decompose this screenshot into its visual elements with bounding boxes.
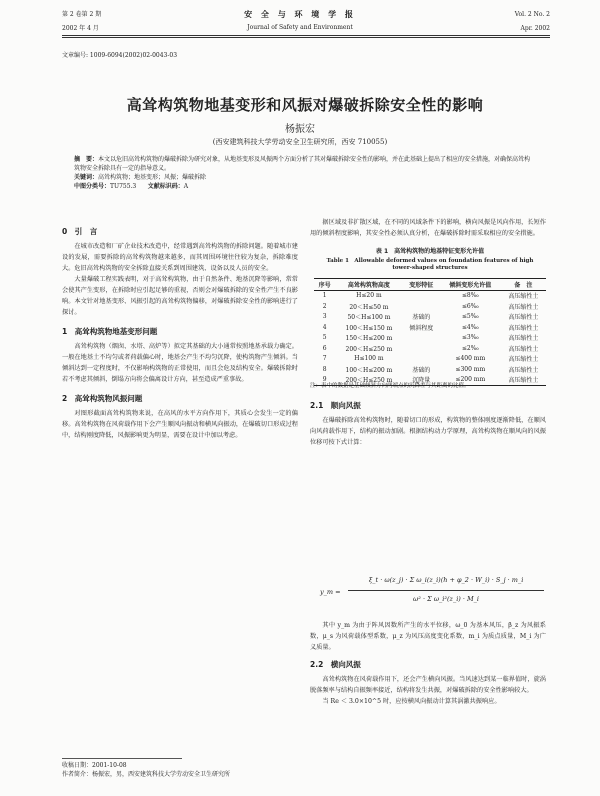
- header-date-en: Apr. 2002: [520, 25, 550, 32]
- table-title: 表 1 高耸构筑物的地基特征变形允许值: [375, 248, 485, 255]
- table-cell: H≤100 m: [354, 355, 384, 363]
- table-cell: ≤4‰: [461, 323, 479, 331]
- table-cell: [403, 354, 440, 365]
- table-header-cell: 倾斜变形允许值: [440, 279, 501, 291]
- table-cell: 2: [322, 302, 327, 310]
- received-date: 收稿日期：2001-10-08: [62, 762, 127, 769]
- table-cell: [403, 343, 440, 354]
- table-cell: 沉降量: [403, 375, 440, 386]
- header-date: 2002 年 4 月: [62, 25, 99, 32]
- author-affiliation: (西安建筑科技大学劳动安全卫生研究所，西安 710055): [212, 138, 388, 146]
- abstract-text: [74, 155, 536, 173]
- table-cell: 高压缩性土: [501, 375, 546, 386]
- equation-denominator: ω² · Σ ω_i²(z_i) · M_i: [412, 595, 479, 603]
- section-0-title: 0 引 言: [62, 227, 98, 236]
- table-cell: 高压缩性土: [508, 335, 539, 343]
- equation-numerator: ξ_t · ω(z_j) · Σ ω_i(z_i)(h + φ_2 · W_i) · S_j · m_i: [368, 576, 524, 584]
- deformation-table: [314, 278, 546, 386]
- table-cell: 7: [322, 355, 327, 363]
- classification-line: [74, 182, 536, 191]
- left-column: [62, 226, 298, 441]
- table-cell: 高压缩性土: [508, 324, 539, 332]
- table-cell: 高压缩性土: [508, 366, 539, 374]
- table-header-cell: 高耸构筑物高度: [335, 279, 402, 291]
- table-cell: 高压缩性土: [508, 345, 539, 353]
- keywords-label: 关键词：: [74, 174, 99, 181]
- table-cell: 基础的: [412, 366, 431, 374]
- equation-lhs: y_m =: [320, 588, 341, 596]
- section-2-2-para-1: 高耸构筑物在风荷载作用下，还会产生横向风振。当风速达到某一临界值时，旋涡脱落频率与结构自振频率接近，结构将发生共振，对爆破拆除的安全性影响较大。: [310, 676, 546, 694]
- table-cell: 倾斜程度: [409, 324, 434, 332]
- right-column-body: [310, 400, 546, 448]
- classification-label: 中图分类号：: [74, 183, 111, 190]
- abstract-label: 摘 要：: [74, 156, 99, 163]
- footnote-rule: [62, 758, 182, 759]
- table-cell: 1: [322, 292, 327, 300]
- classification-value: TU755.3: [110, 183, 137, 190]
- paper-title: 高耸构筑物地基变形和风振对爆破拆除安全性的影响: [126, 96, 484, 114]
- table-cell: 高压缩性土: [508, 293, 539, 301]
- abstract-body: 本文以危旧高耸构筑物的爆破拆除为研究对象，从地基变形及风振两个方面分析了其对爆破拆除安全性的影响，并在此基础上提出了相应的安全措施，对确保高耸构筑物安全拆除具有一定的指导意义。: [74, 156, 531, 172]
- fraction-bar: [348, 590, 544, 591]
- table-row: [314, 343, 546, 354]
- table-cell: H≤20 m: [356, 292, 382, 300]
- table-cell: 高压缩性土: [508, 356, 539, 364]
- table-cell: ≤5‰: [461, 313, 479, 321]
- table-cell: ≤200 mm: [440, 375, 501, 386]
- section-0-para-1: 在城市改造和厂矿企业技术改造中，经常遇到高耸构筑物的拆除问题。随着城市建设的发展，需要拆除的高耸构筑物越来越多，而其周围环境往往较为复杂，拆除难度大。危旧高耸构筑物的安全拆除直接关系到周围建筑、设备以及人员的安全。: [62, 243, 298, 272]
- journal-title-en: Journal of Safety and Environment: [247, 24, 353, 31]
- table-cell: 100＜H≤150 m: [345, 324, 393, 332]
- table-cell: 8: [322, 365, 327, 373]
- table-cell: 基础的: [412, 314, 431, 322]
- table-row: [314, 301, 546, 312]
- equation-block: [320, 572, 546, 616]
- header-rule-2: [62, 37, 550, 38]
- table-row: [314, 354, 546, 365]
- journal-title-cn: 安 全 与 环 境 学 报: [244, 10, 356, 19]
- section-2-1-title: 2.1 顺向风振: [310, 401, 361, 410]
- section-2-1-para-1: 在爆破拆除高耸构筑物时，随着切口的形成，构筑物的整体刚度逐渐降低，在顺风向风荷载作用下，结构的振动加剧。根据结构动力学原理，高耸构筑物在顺风向的风振位移可按下式计算：: [310, 417, 546, 446]
- table-cell: [403, 301, 440, 312]
- table-cell: 高压缩性土: [508, 303, 539, 311]
- header-vol-en: Vol. 2 No. 2: [514, 11, 550, 18]
- table-cell: 5: [322, 334, 327, 342]
- section-2-2-para-2: 当 Re ＜ 3.0×10^5 时，应按横风向振动计算其涡激共振响应。: [322, 698, 501, 705]
- right-column-bottom: [310, 620, 546, 707]
- table-cell: ≤8‰: [461, 292, 479, 300]
- table-title-en: Table 1 Allowable deformed values on foundation features of high tower-shaped structures: [326, 258, 534, 271]
- table-cell: ≤3‰: [461, 334, 479, 342]
- section-2-para-1: 对图形截面高耸构筑物来说，在高风的水平方向作用下，其质心会发生一定的偏移。高耸构筑物在风荷载作用下会产生顺风向振动和横风向振动，在爆破切口形成过程中，结构刚度降低，风振影响更为明显，需要在设计中加以考虑。: [62, 410, 298, 439]
- section-2-1-para-2: 其中 y_m 为由于阵风因数所产生的水平位移，ω_0 为基本风压，β_z 为风振系数，μ_s 为风荷载体型系数，μ_z 为风压高度变化系数，m_i 为质点质量，M_i 为广义质量。: [310, 622, 546, 651]
- table-cell: ≤2‰: [461, 344, 479, 352]
- table-caption: [310, 248, 550, 256]
- table-row: [314, 333, 546, 344]
- author-note: 作者简介：杨振宏，男，西安建筑科技大学劳动安全卫生研究所: [62, 771, 231, 778]
- table-cell: [403, 333, 440, 344]
- section-2-title: 2 高耸构筑物风振问题: [62, 394, 143, 403]
- header-volume: 第 2 卷第 2 期: [62, 11, 102, 18]
- table-header-row: [314, 279, 546, 291]
- table-row: [314, 364, 546, 375]
- table-cell: ≤400 mm: [455, 355, 486, 363]
- author-name: 杨振宏: [285, 124, 315, 135]
- table-cell: ≤6‰: [461, 302, 479, 310]
- table-cell: 高压缩性土: [508, 314, 539, 322]
- table-cell: [403, 290, 440, 301]
- right-top-para: 据区域及非扩散区域，在不同的风域条件下的影响，横向风振是风向作用，长短作用的倾斜程度影响，其安全性必须认真分析，在爆破拆除时需采取相应的安全措施。: [310, 219, 546, 237]
- table-cell: 6: [322, 344, 327, 352]
- table-header-cell: 备 注: [501, 279, 546, 291]
- table-header-cell: 序号: [314, 279, 335, 291]
- document-code-label: 文献标识码：: [147, 183, 184, 190]
- table-cell: 150＜H≤200 m: [345, 335, 393, 343]
- table-cell: 200＜H≤250 m: [335, 375, 402, 386]
- table-cell: 50＜H≤100 m: [347, 314, 391, 322]
- table-header-cell: 变形特征: [403, 279, 440, 291]
- table-row: [314, 312, 546, 323]
- header-rule: [62, 35, 550, 36]
- document-code-value: A: [183, 183, 189, 190]
- table-cell: 200＜H≤250 m: [345, 345, 393, 353]
- section-1-title: 1 高耸构筑物地基变形问题: [62, 327, 158, 336]
- table-row: [314, 322, 546, 333]
- table-cell: 9: [314, 375, 335, 386]
- section-0-para-2: 大量爆破工程实践表明，对于高耸构筑物，由于自然条件、地基沉降等影响，常常会使其产生变形，在拆除时应引起足够的重视，否则会对爆破拆除的安全性产生不良影响。本文针对地基变形、风振引起的高耸构筑物偏移，对爆破拆除安全性的影响进行了探讨。: [62, 276, 298, 316]
- right-column-top: [310, 217, 546, 239]
- table-row: [314, 290, 546, 301]
- table-cell: 100＜H≤200 m: [345, 366, 393, 374]
- keywords-line: [74, 173, 536, 182]
- table-cell: 4: [322, 323, 327, 331]
- keywords-value: 高耸构筑物；地基变形；风振；爆破拆除: [98, 174, 207, 181]
- article-number: 文章编号: 1009-6094(2002)02-0043-03: [62, 52, 178, 59]
- table-cell: 20＜H≤50 m: [349, 303, 389, 311]
- table-cell: ≤300 mm: [455, 365, 486, 373]
- section-1-para-1: 高耸构筑物（烟囱、水塔、高炉等）拟定其基础的大小通常按照地基承载力确定。一般在地基土不均匀或者荷载偏心时，地基会产生不均匀沉降，使构筑物产生倾斜。当倾斜达到一定程度时，不仅影响构筑物的正常使用，而且会危及结构安全。爆破拆除时若不考虑其倾斜，倒塌方向将会偏离设计方向，甚至造成严重事故。: [62, 343, 298, 383]
- table-cell: 3: [322, 313, 327, 321]
- abstract-block: [74, 155, 536, 191]
- table-note: 注：表中的数据是基础倾斜方向两端点的沉降差与其距离的比值。: [310, 383, 470, 389]
- section-2-2-title: 2.2 横向风振: [310, 660, 361, 669]
